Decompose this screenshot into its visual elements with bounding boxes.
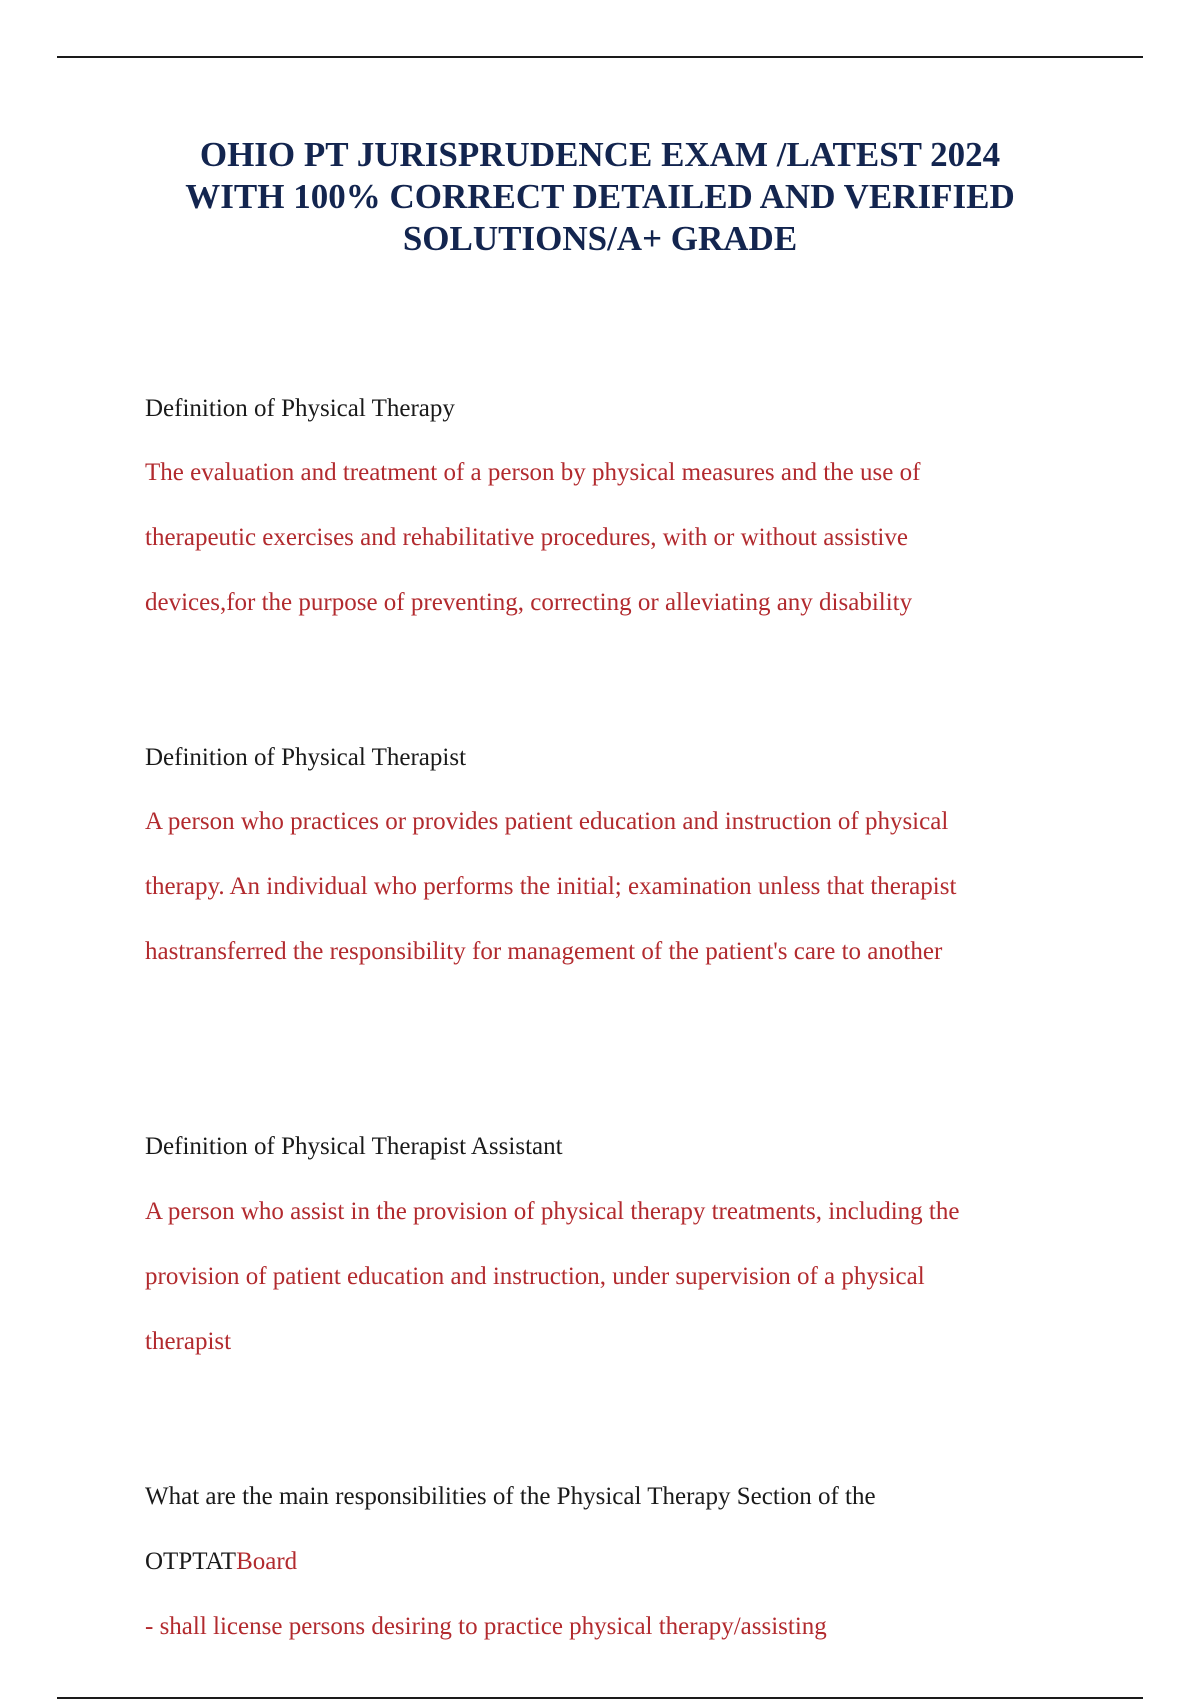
top-rule — [57, 56, 1143, 58]
title-line: WITH 100% CORRECT DETAILED AND VERIFIED — [185, 177, 1015, 216]
question-line — [145, 1529, 1085, 1594]
answer-line: therapist — [145, 1328, 232, 1355]
answer-text — [145, 1179, 1105, 1374]
answer-line: therapy. An individual who performs the initial; examination unless that therapist — [145, 873, 957, 900]
question-line-accent: Board — [236, 1548, 298, 1575]
answer-line: A person who assist in the provision of physical therapy treatments, including the — [145, 1198, 960, 1225]
answer-text — [145, 440, 1105, 635]
question-line: What are the main responsibilities of the Physical Therapy Section of the — [145, 1483, 876, 1510]
question-text: Definition of Physical Therapy — [145, 395, 455, 422]
answer-line: A person who practices or provides patient education and instruction of physical — [145, 808, 949, 835]
answer-line: devices,for the purpose of preventing, correcting or alleviating any disability — [145, 589, 913, 616]
title-line: OHIO PT JURISPRUDENCE EXAM /LATEST 2024 — [199, 135, 1001, 174]
answer-line: The evaluation and treatment of a person by physical measures and the use of — [145, 459, 921, 486]
title-line: SOLUTIONS/A+ GRADE — [402, 219, 798, 258]
bottom-rule — [57, 1697, 1143, 1699]
question-text: Definition of Physical Therapist — [145, 744, 467, 771]
answer-line: provision of patient education and instruction, under supervision of a physical — [145, 1263, 925, 1290]
answer-line: hastransferred the responsibility for management of the patient's care to another — [145, 938, 943, 965]
question-line-black: OTPTAT — [145, 1548, 237, 1575]
answer-line: - shall license persons desiring to practice physical therapy/assisting — [145, 1613, 827, 1640]
answer-line: therapeutic exercises and rehabilitative procedures, with or without assistive — [145, 524, 908, 551]
question-text: Definition of Physical Therapist Assistant — [145, 1133, 563, 1160]
question-text — [145, 1464, 1085, 1594]
answer-text — [145, 789, 1105, 984]
document-title — [100, 134, 1100, 260]
answer-text — [145, 1594, 1105, 1659]
